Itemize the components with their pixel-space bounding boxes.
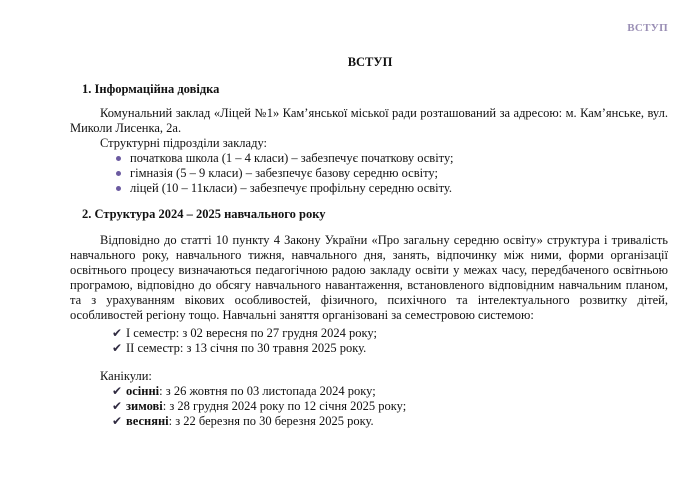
list-item: ✔ осінні: з 26 жовтня по 03 листопада 2024 року; bbox=[112, 384, 376, 398]
list-item: початкова школа (1 – 4 класи) – забезпечує початкову освіту; bbox=[116, 151, 454, 166]
page-title: ВСТУП bbox=[347, 55, 393, 69]
list-item: ✔ зимові: з 28 грудня 2024 року по 12 січня 2025 року; bbox=[112, 399, 407, 413]
list-item: гімназія (5 – 9 класи) – забезпечує базову середню освіту; bbox=[116, 166, 454, 181]
list-item: ліцей (10 – 11класи) – забезпечує профільну середню освіту. bbox=[116, 181, 454, 196]
checkmark-icon: ✔ bbox=[112, 326, 123, 340]
bullet-icon bbox=[116, 171, 121, 176]
checkmark-icon: ✔ bbox=[112, 341, 123, 355]
list-item: ✔ весняні: з 22 березня по 30 березня 2025 року. bbox=[112, 414, 374, 428]
structure-paragraph: Відповідно до статті 10 пункту 4 Закону України «Про загальну середню освіту» структура і тривалість навчального року, навчального тижня, навчального дня, занять, відпочинку між ними, форми організації освітнього процесу визначаються педагогічною радою закладу освіти у межах часу, передбаченого освітньою програмою, відповідно до обсягу навчального навантаження, встановленого відповідним навчальним планом, та з урахуванням вікових особливостей, фізичного, психічного та інтелектуального розвитку дітей, особливостей регіону тощо. Навчальні заняття організовані за семестровою системою: bbox=[70, 233, 668, 322]
holidays-list bbox=[112, 384, 406, 429]
bullet-icon bbox=[116, 156, 121, 161]
checkmark-icon: ✔ bbox=[112, 414, 123, 428]
list-item: ✔ ІІ семестр: з 13 січня по 30 травня 2025 року. bbox=[112, 341, 367, 355]
holidays-label: Канікули: bbox=[100, 369, 152, 383]
subdivisions-label: Структурні підрозділи закладу: bbox=[100, 136, 267, 150]
section-heading-structure: 2. Структура 2024 – 2025 навчального року bbox=[82, 207, 326, 221]
address-paragraph: Комунальний заклад «Ліцей №1» Кам’янської міської ради розташований за адресою: м. Кам’янське, вул. Миколи Лисенка, 2а. bbox=[70, 106, 668, 135]
semesters-list bbox=[112, 326, 377, 356]
section-heading-info: 1. Інформаційна довідка bbox=[82, 82, 220, 96]
subdivisions-list bbox=[116, 151, 454, 196]
bullet-icon bbox=[116, 186, 121, 191]
checkmark-icon: ✔ bbox=[112, 399, 123, 413]
list-item: ✔ І семестр: з 02 вересня по 27 грудня 2024 року; bbox=[112, 326, 377, 340]
checkmark-icon: ✔ bbox=[112, 384, 123, 398]
running-head: ВСТУП bbox=[627, 22, 668, 34]
